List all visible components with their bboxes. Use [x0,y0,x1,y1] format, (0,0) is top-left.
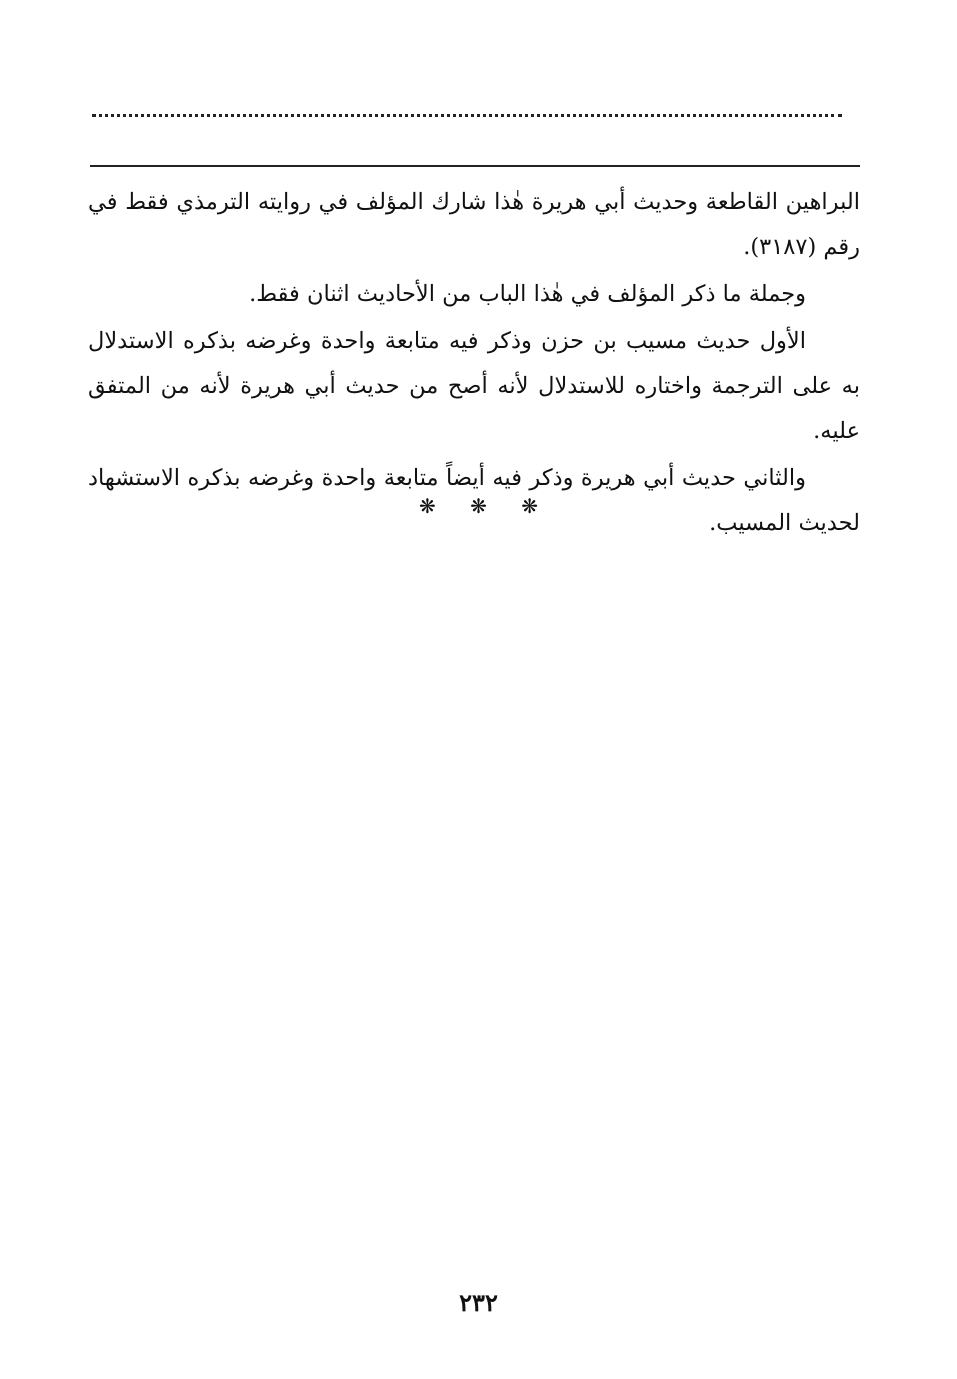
paragraph-second-hadith: والثاني حديث أبي هريرة وذكر فيه أيضاً متابعة واحدة وغرضه بذكره الاستشهاد لحديث المسيب. [88,465,860,536]
star-icon: ❋ [521,494,538,518]
body-text [88,180,860,548]
paragraph-first-hadith: الأول حديث مسيب بن حزن وذكر فيه متابعة واحدة وغرضه بذكره الاستدلال به على الترجمة واختاره للاستدلال لأنه أصح من حديث أبي هريرة لأنه من المتفق عليه. [88,328,860,444]
paragraph-summary: وجملة ما ذكر المؤلف في هٰذا الباب من الأحاديث اثنان فقط. [249,281,806,307]
page-number: ٢٣٢ [459,1288,498,1317]
section-separator [0,494,957,518]
star-icon: ❋ [418,494,436,518]
star-icon: ❋ [470,494,487,518]
paragraph-continuation: البراهين القاطعة وحديث أبي هريرة هٰذا شارك المؤلف في روايته الترمذي فقط في رقم (٣١٨٧). [88,189,860,260]
dotted-rule [92,114,842,117]
footnote-rule [90,165,860,167]
